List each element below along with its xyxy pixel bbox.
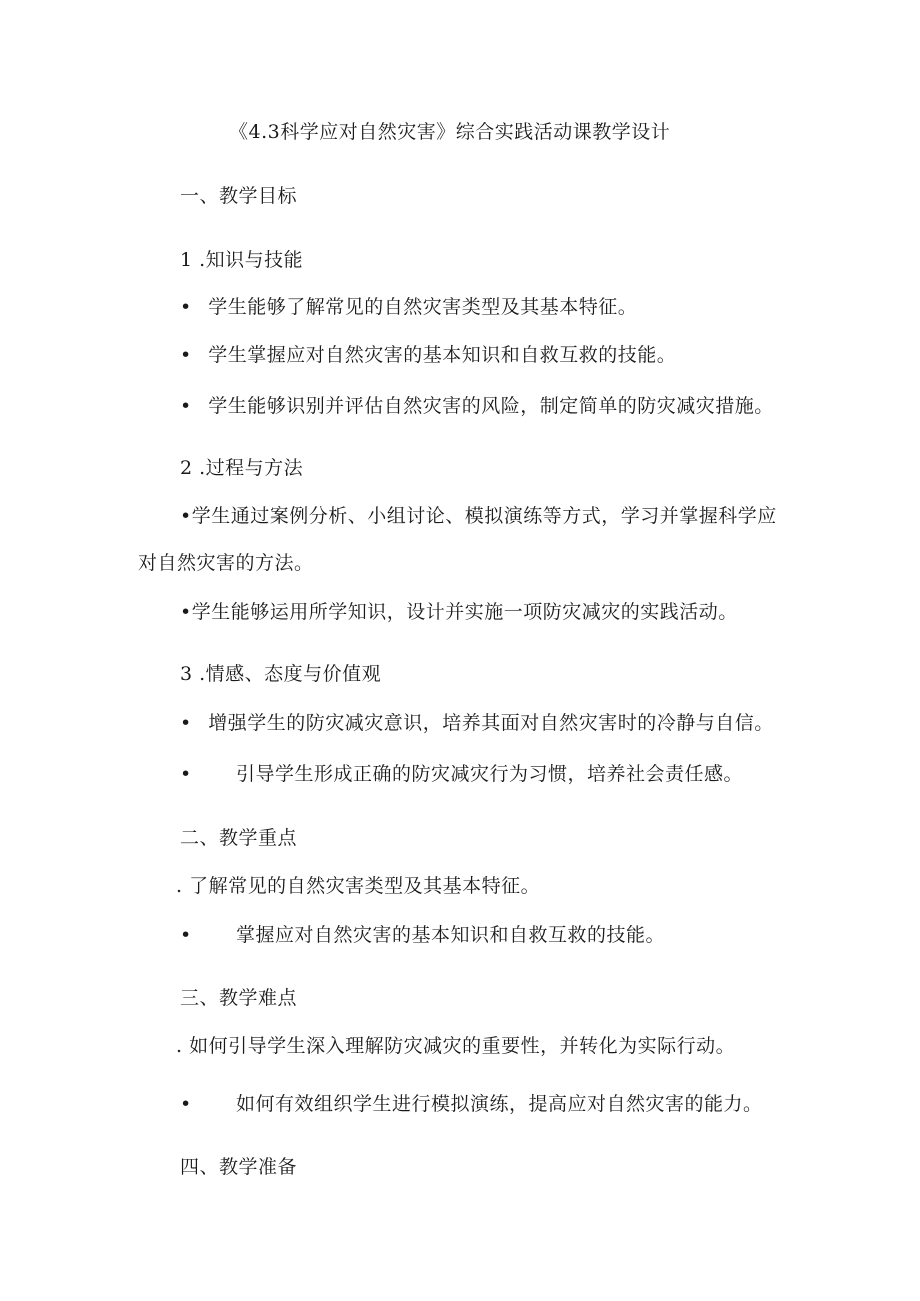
bullet-marker: • bbox=[180, 296, 192, 318]
paragraph-line: •学生通过案例分析、小组讨论、模拟演练等方式，学习并掌握科学应 bbox=[180, 505, 777, 527]
bullet-marker: • bbox=[180, 395, 192, 417]
list-item-text: 掌握应对自然灾害的基本知识和自救互救的技能。 bbox=[236, 924, 666, 946]
bullet-marker: • bbox=[180, 712, 192, 734]
list-item-text: 学生掌握应对自然灾害的基本知识和自救互救的技能。 bbox=[208, 344, 677, 366]
subheading-process-methods: 2 .过程与方法 bbox=[180, 457, 304, 479]
list-item-text: 增强学生的防灾减灾意识，培养其面对自然灾害时的冷静与自信。 bbox=[208, 712, 774, 734]
bullet-marker: • bbox=[180, 924, 192, 946]
list-item-text: 学生能够识别并评估自然灾害的风险，制定简单的防灾减灾措施。 bbox=[208, 395, 774, 417]
list-item bbox=[180, 343, 676, 367]
bullet-marker: • bbox=[180, 1093, 192, 1115]
section-heading-difficulties: 三、教学难点 bbox=[180, 987, 298, 1009]
list-item-text: 学生能够了解常见的自然灾害类型及其基本特征。 bbox=[208, 296, 638, 318]
list-item bbox=[180, 394, 774, 418]
paragraph-line: •学生能够运用所学知识，设计并实施一项防灾减灾的实践活动。 bbox=[180, 601, 738, 623]
section-heading-goals: 一、教学目标 bbox=[180, 185, 298, 207]
list-item bbox=[180, 923, 665, 947]
subheading-knowledge-skills: 1 .知识与技能 bbox=[180, 249, 304, 271]
bullet-marker: • bbox=[180, 344, 192, 366]
list-item bbox=[180, 1092, 763, 1116]
subheading-emotion-values: 3 .情感、态度与价值观 bbox=[180, 663, 382, 685]
list-item bbox=[180, 711, 774, 735]
paragraph-line: . 了解常见的自然灾害类型及其基本特征。 bbox=[176, 875, 541, 897]
list-item bbox=[180, 295, 637, 319]
paragraph-line: . 如何引导学生深入理解防灾减灾的重要性，并转化为实际行动。 bbox=[176, 1035, 736, 1057]
list-item-text: 如何有效组织学生进行模拟演练，提高应对自然灾害的能力。 bbox=[236, 1093, 763, 1115]
section-heading-key-points: 二、教学重点 bbox=[180, 827, 298, 849]
list-item bbox=[180, 762, 743, 786]
paragraph-line: 对自然灾害的方法。 bbox=[138, 552, 314, 574]
document-title: 《4.3科学应对自然灾害》综合实践活动课教学设计 bbox=[229, 121, 671, 143]
bullet-marker: • bbox=[180, 763, 192, 785]
list-item-text: 引导学生形成正确的防灾减灾行为习惯，培养社会责任感。 bbox=[236, 763, 744, 785]
section-heading-preparation: 四、教学准备 bbox=[180, 1156, 298, 1178]
